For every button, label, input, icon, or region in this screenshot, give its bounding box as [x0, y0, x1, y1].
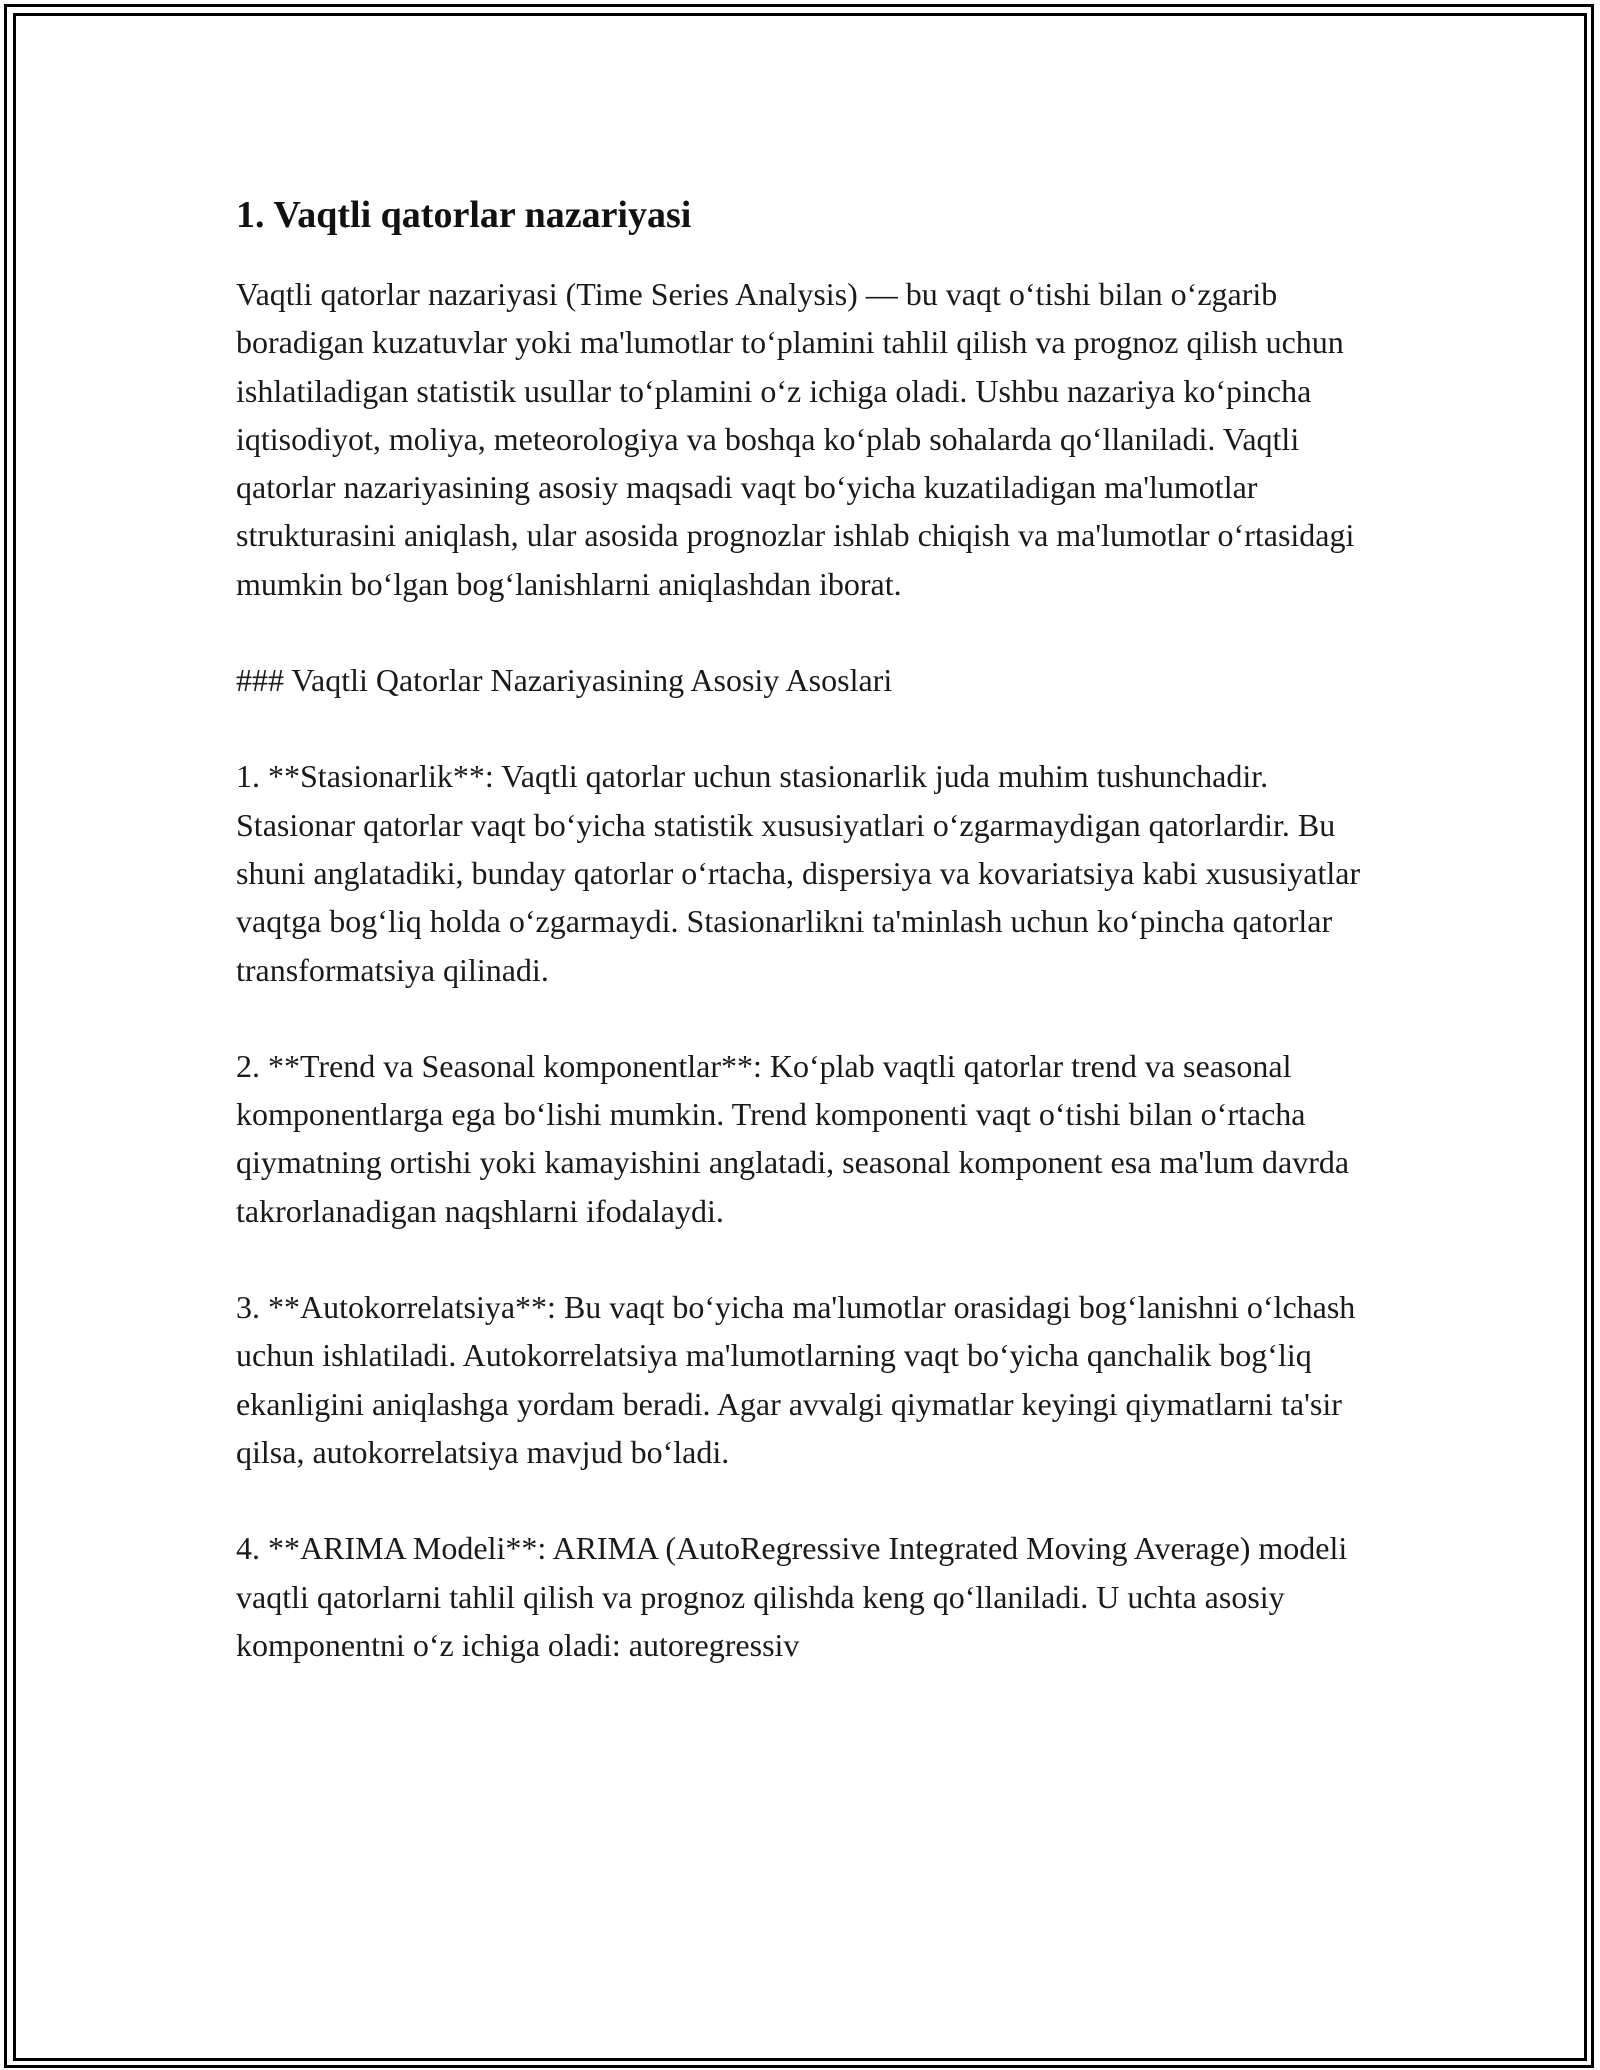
list-item-autokorrelatsiya: 3. **Autokorrelatsiya**: Bu vaqt bo‘yicha ma'lumotlar orasidagi bog‘lanishni o‘lchash uchun ishlatiladi. Autokorrelatsiya ma'lumotlarning vaqt bo‘yicha qanchalik bog‘liq ekanligini aniqlashga yordam beradi. Agar avvalgi qiymatlar keyingi qiymatlarni ta'sir qilsa, autokorrelatsiya mavjud bo‘ladi.	[236, 1289, 1356, 1470]
document-body	[236, 188, 1371, 1717]
list-item-arima: 4. **ARIMA Modeli**: ARIMA (AutoRegressive Integrated Moving Average) modeli vaqtli qatorlarni tahlil qilish va prognoz qilishda keng qo‘llaniladi. U uchta asosiy komponentni o‘z ichiga oladi: autoregressiv	[236, 1530, 1348, 1663]
list-item-stasionarlik: 1. **Stasionarlik**: Vaqtli qatorlar uchun stasionarlik juda muhim tushunchadir. Stasionar qatorlar vaqt bo‘yicha statistik xususiyatlari o‘zgarmaydigan qatorlardir. Bu shuni anglatadiki, bunday qatorlar o‘rtacha, dispersiya va kovariatsiya kabi xususiyatlar vaqtga bog‘liq holda o‘zgarmaydi. Stasionarlikni ta'minlash uchun ko‘pincha qatorlar transformatsiya qilinadi.	[236, 758, 1361, 988]
document-title: 1. Vaqtli qatorlar nazariyasi	[236, 194, 692, 236]
section-heading: ### Vaqtli Qatorlar Nazariyasining Asosiy Asoslari	[236, 662, 893, 699]
intro-paragraph: Vaqtli qatorlar nazariyasi (Time Series Analysis) — bu vaqt o‘tishi bilan o‘zgarib boradigan kuzatuvlar yoki ma'lumotlar to‘plamini tahlil qilish va prognoz qilish uchun ishlatiladigan statistik usullar to‘plamini o‘z ichiga oladi. Ushbu nazariya ko‘pincha iqtisodiyot, moliya, meteorologiya va boshqa ko‘plab sohalarda qo‘llaniladi. Vaqtli qatorlar nazariyasining asosiy maqsadi vaqt bo‘yicha kuzatiladigan ma'lumotlar strukturasini aniqlash, ular asosida prognozlar ishlab chiqish va ma'lumotlar o‘rtasidagi mumkin bo‘lgan bog‘lanishlarni aniqlashdan iborat.	[236, 276, 1355, 602]
list-item-trend-seasonal: 2. **Trend va Seasonal komponentlar**: Ko‘plab vaqtli qatorlar trend va seasonal komponentlarga ega bo‘lishi mumkin. Trend komponenti vaqt o‘tishi bilan o‘rtacha qiymatning ortishi yoki kamayishini anglatadi, seasonal komponent esa ma'lum davrda takrorlanadigan naqshlarni ifodalaydi.	[236, 1047, 1350, 1229]
